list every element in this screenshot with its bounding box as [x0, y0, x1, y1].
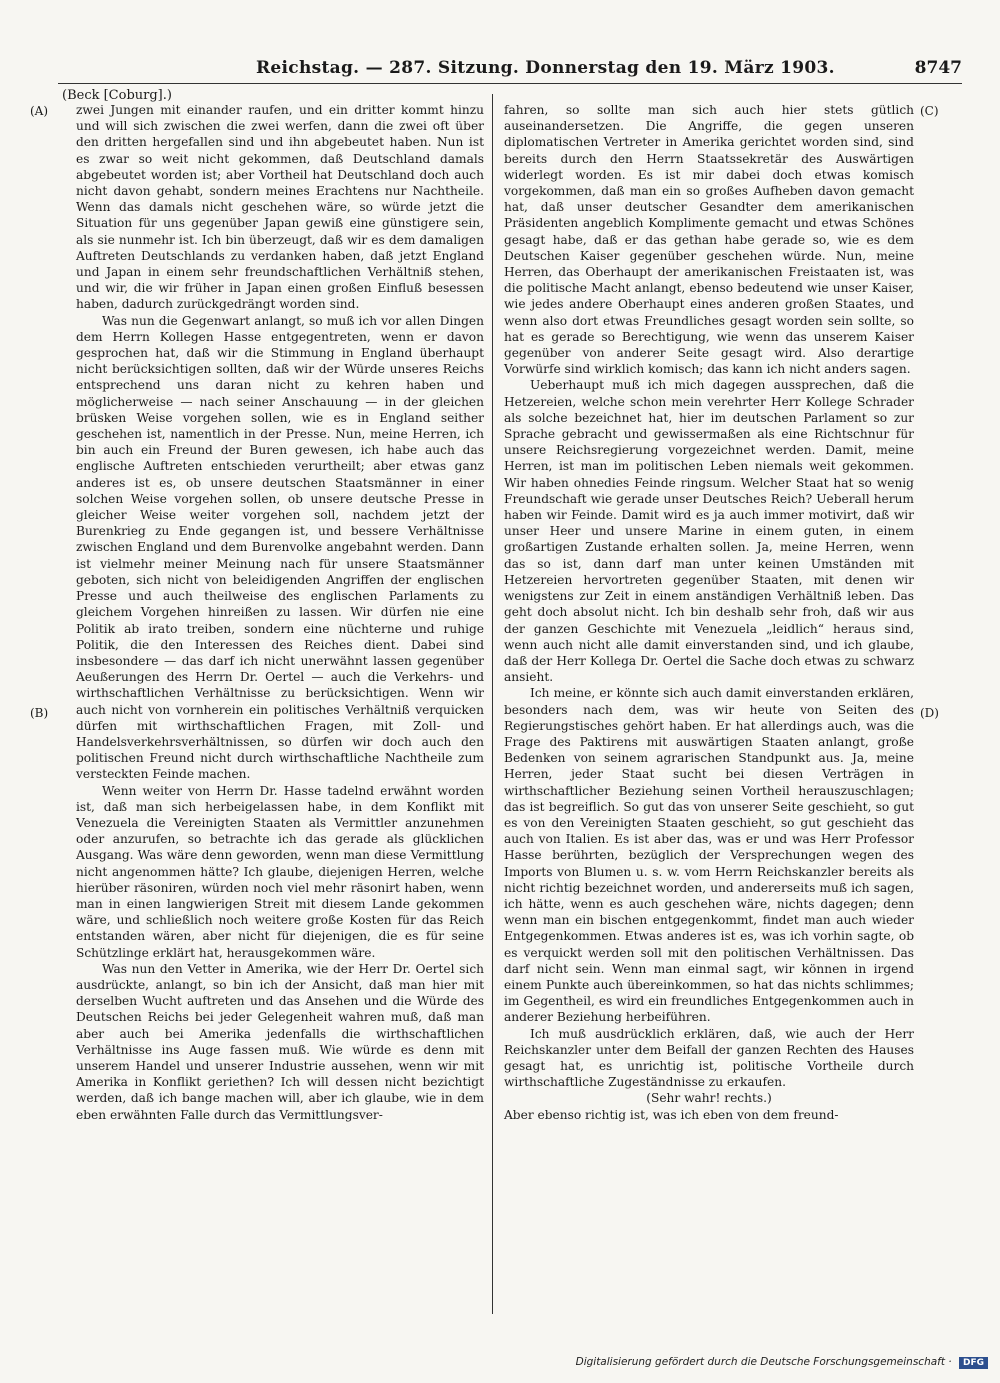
paragraph: Ich meine, er könnte sich auch damit einverstanden erklären, besonders nach dem, was wir heute von Seiten des Regierungstisches gehört haben. Er hat allerdings auch, was die Frage des Paktirens mit auswärtigen Staaten anlangt, große Bedenken von seinem agrarischen Standpunkt aus. Ja, meine Herren, jeder Staat sucht bei diesen Verträgen in wirthschaftlicher Beziehung seinen Vortheil herauszuschlagen; das ist begreiflich. So gut das von unserer Seite geschieht, so gut es von den Vereinigten Staaten geschieht, so gut geschieht das auch von Italien. Es ist aber das, was er und was Herr Professor Hasse berührten, bezüglich der Versprechungen wegen des Imports von Blumen u. s. w. vom Herrn Reichskanzler bereits als nicht richtig bezeichnet worden, und andererseits muß ich sagen, ich hätte, wenn es auch geschehen wäre, nichts dagegen; denn wenn man ein bischen entgegenkommt, findet man auch wieder Entgegenkommen. Etwas anderes ist es, was ich vorhin sagte, ob es verquickt werden soll mit den politischen Verhältnissen. Das darf nicht sein. Wenn man einmal sagt, wir können in irgend einem Punkte auch übereinkommen, so hat das nichts schlimmes; im Gegentheil, es wird ein freundliches Entgegenkommen auch in anderer Beziehung herbeiführen. [504, 686, 914, 1025]
header-rule [58, 83, 962, 84]
paragraph: fahren, so sollte man sich auch hier stets gütlich auseinandersetzen. Die Angriffe, die gegen unseren diplomatischen Vertreter in Amerika gerichtet worden sind, sind bereits durch den Herrn Staatssekretär des Auswärtigen widerlegt worden. Es ist mir dabei doch etwas komisch vorgekommen, daß man ein so großes Aufheben davon gemacht hat, daß unser deutscher Gesandter dem amerikanischen Präsidenten angeblich Komplimente gemacht und etwas Schönes gesagt habe, daß er das gethan habe gerade so, wie es dem Deutschen Kaiser gegenüber geschehen würde. Nun, meine Herren, das Oberhaupt der amerikanischen Freistaaten ist, was die politische Macht anlangt, ebenso bedeutend wie unser Kaiser, wie jedes andere Oberhaupt eines anderen großen Staates, und wenn also dort etwas Freundliches gesagt worden sein sollte, so hat es gerade so Berechtigung, wie wenn das unserem Kaiser gegenüber von anderer Seite gesagt wird. Also derartige Vorwürfe sind wirklich komisch; das kann ich nicht anders sagen. [504, 103, 914, 377]
paragraph: Wenn weiter von Herrn Dr. Hasse tadelnd erwähnt worden ist, daß man sich herbeigelassen habe, in dem Konflikt mit Venezuela die Vereinigten Staaten als Vermittler anzunehmen oder anzurufen, so betrachte ich das gerade als glücklichen Ausgang. Was wäre denn geworden, wenn man diese Vermittlung nicht angenommen hätte? Ich glaube, diejenigen Herren, welche hierüber räsoniren, würden noch viel mehr räsonirt haben, wenn man in einen langwierigen Streit mit diesem Lande gekommen wäre, und schließlich noch weitere große Kosten für das Reich entstanden wären, aber nicht für diejenigen, die es für seine Schützlinge erklärt hat, herausgekommen wäre. [76, 783, 484, 960]
dfg-logo: DFG [959, 1357, 988, 1369]
speaker-label: (Beck [Coburg].) [62, 88, 172, 103]
paragraph: Ich muß ausdrücklich erklären, daß, wie auch der Herr Reichskanzler unter dem Beifall der ganzen Rechten des Hauses gesagt hat, es unrichtig ist, politische Vortheile durch wirthschaftliche Zugeständnisse zu erkaufen. [504, 1026, 914, 1090]
margin-marker-a: (A) [30, 104, 49, 118]
paragraph: zwei Jungen mit einander raufen, und ein dritter kommt hinzu und will sich zwischen die zwei werfen, dann die zwei oft über den dritten hergefallen sind und ihn abgebeutet haben. Nun ist es zwar so weit nicht gekommen, daß Deutschland damals abgebeutet worden ist; aber Vortheil hat Deutschland doch auch nicht davon gehabt, sondern meines Erachtens nur Nachtheile. Wenn das damals nicht geschehen wäre, so würde jetzt die Situation für uns gegenüber Japan gewiß eine günstigere sein, als sie nunmehr ist. Ich bin überzeugt, daß wir es dem damaligen Auftreten Deutschlands zu verdanken haben, daß jetzt England und Japan in einem sehr freundschaftlichen Verhältniß stehen, und wir, die wir früher in Japan einen großen Einfluß besessen haben, dadurch zurückgedrängt worden sind. [76, 103, 484, 312]
paragraph: Was nun den Vetter in Amerika, wie der Herr Dr. Oertel sich ausdrückte, anlangt, so bin ich der Ansicht, daß man hier mit derselben Wucht auftreten und das Ansehen und die Würde des Deutschen Reichs bei jeder Gelegenheit wahren muß, daß man aber auch bei Amerika jedenfalls die wirthschaftlichen Verhältnisse ins Auge fassen muß. Wie würde es denn mit unserem Handel und unserer Industrie aussehen, wenn wir mit Amerika in Konflikt geriethen? Ich will dessen nicht bezichtigt werden, daß ich bange machen will, aber ich glaube, wie in dem eben erwähnten Falle durch das Vermittlungsver- [76, 961, 484, 1122]
page-header [58, 58, 962, 80]
column-divider [492, 94, 493, 1314]
credit-text: Digitalisierung gefördert durch die Deutsche Forschungsgemeinschaft · [575, 1356, 952, 1368]
interjection: (Sehr wahr! rechts.) [646, 1091, 772, 1106]
closing-line: Aber ebenso richtig ist, was ich eben von dem freund- [504, 1107, 839, 1122]
left-column [76, 102, 484, 1123]
page-number: 8747 [914, 58, 962, 78]
margin-marker-c: (C) [920, 104, 939, 118]
paragraph: Ueberhaupt muß ich mich dagegen aussprechen, daß die Hetzereien, welche schon mein verehrter Herr Kollege Schrader als solche bezeichnet hat, hier im deutschen Parlament so zur Sprache gebracht und gewissermaßen als eine Richtschnur für unsere Reichsregierung vorgezeichnet werden. Damit, meine Herren, ist man im politischen Leben niemals weit gekommen. Wir haben ohnedies Feinde ringsum. Welcher Staat hat so wenig Freundschaft wie gerade unser Deutsches Reich? Ueberall herum haben wir Feinde. Damit wird es ja auch immer motivirt, daß wir unser Heer und unsere Marine in einem guten, in einem großartigen Zustande erhalten sollen. Ja, meine Herren, wenn das so ist, dann darf man unter keinen Umständen mit Hetzereien hervortreten gegenüber Staaten, mit denen wir wenigstens zur Zeit in einem anständigen Verhältniß leben. Das geht doch absolut nicht. Ich bin deshalb sehr froh, daß wir aus der ganzen Geschichte mit Venezuela „leidlich“ heraus sind, wenn auch nicht alle damit einverstanden sind, und ich glaube, daß der Herr Kollega Dr. Oertel die Sache doch etwas zu schwarz ansieht. [504, 378, 914, 685]
running-title: Reichstag. — 287. Sitzung. Donnerstag den 19. März 1903. [256, 58, 835, 78]
digitization-credit [576, 1356, 988, 1369]
margin-marker-d: (D) [920, 706, 939, 720]
margin-marker-b: (B) [30, 706, 49, 720]
right-column [504, 102, 914, 1123]
paragraph: Was nun die Gegenwart anlangt, so muß ich vor allen Dingen dem Herrn Kollegen Hasse entgegentreten, wenn er davon gesprochen hat, daß wir die Stimmung in England überhaupt nicht berücksichtigen sollten, daß wir der Würde unseres Reichs entsprechend uns daran nicht zu kehren haben und möglicherweise — nach seiner Anschauung — in der gleichen brüsken Weise vorgehen sollen, wie es in England seither geschehen ist, namentlich in der Presse. Nun, meine Herren, ich bin auch ein Freund der Buren gewesen, ich habe auch das englische Auftreten entschieden verurtheilt; aber etwas ganz anderes ist es, ob unsere deutschen Staatsmänner in einer solchen Weise vorgehen sollen, ob unsere deutsche Presse in gleicher Weise weiter vorgehen soll, nachdem jetzt der Burenkrieg zu Ende gegangen ist, und bessere Verhältnisse zwischen England und dem Burenvolke angebahnt werden. Dann ist vielmehr meiner Meinung nach für unsere Staatsmänner geboten, sich nicht von beleidigenden Angriffen der englischen Presse und auch theilweise des englischen Parlaments zu gleichem Vorgehen hinreißen zu lassen. Wir dürfen nie eine Politik ab irato treiben, sondern eine nüchterne und ruhige Politik, die den Interessen des Reiches dient. Dabei sind insbesondere — das darf ich nicht unerwähnt lassen gegenüber Aeußerungen des Herrn Dr. Oertel — auch die Verkehrs- und wirthschaftlichen Verhältnisse zu berücksichtigen. Wenn wir auch nicht von vornherein ein politisches Verhältniß verquicken dürfen mit wirthschaftlichen Fragen, mit Zoll- und Handelsverkehrsverhältnissen, so dürfen wir doch auch den politischen Freund nicht durch wirthschaftliche Nachtheile zum versteckten Feinde machen. [76, 313, 484, 782]
